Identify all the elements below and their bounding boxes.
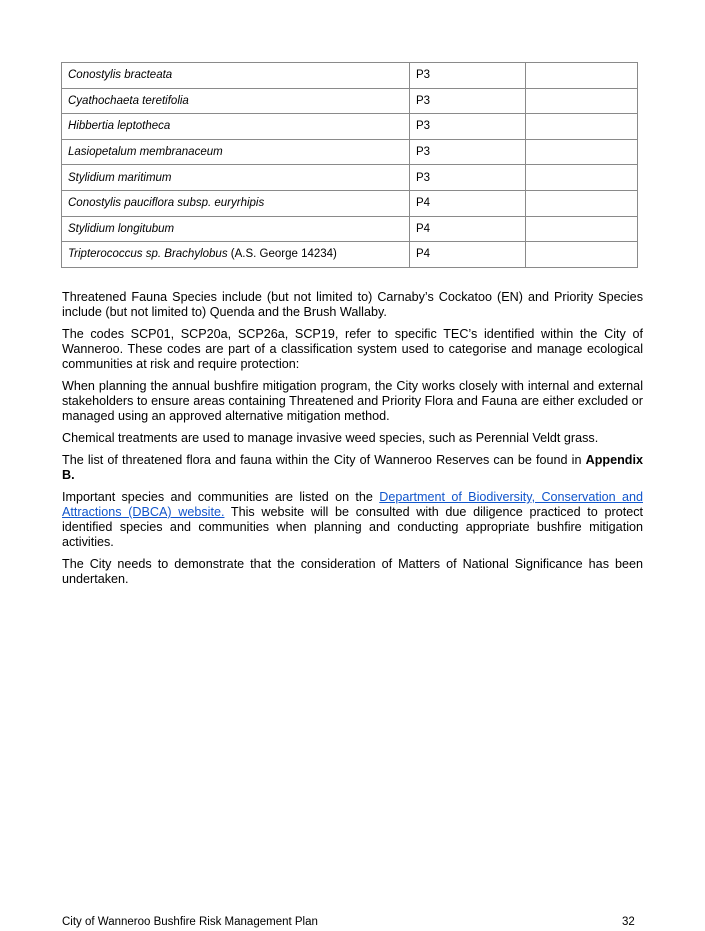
conservation-code-cell: P3 (410, 63, 526, 89)
species-name: Cyathochaeta teretifolia (68, 94, 189, 107)
table-row (62, 139, 638, 165)
page-number: 32 (622, 916, 635, 928)
table-row (62, 165, 638, 191)
notes-cell (526, 190, 638, 216)
species-name-cell (62, 63, 410, 89)
species-table (61, 62, 638, 268)
appendix-reference: Appendix B. (62, 453, 643, 482)
notes-cell (526, 88, 638, 114)
table-row (62, 216, 638, 242)
dbca-website-link[interactable]: Department of Biodiversity, Conservation and Attractions (DBCA) website. (62, 490, 643, 519)
species-table-body (62, 63, 638, 268)
body-text (62, 290, 643, 594)
notes-cell (526, 114, 638, 140)
notes-cell (526, 139, 638, 165)
species-name: Conostylis pauciflora subsp. euryrhipis (68, 197, 265, 210)
table-row (62, 63, 638, 89)
dbca-text-before: Important species and communities are listed on the (62, 490, 380, 504)
footer-title: City of Wanneroo Bushfire Risk Management Plan (62, 916, 318, 928)
dbca-paragraph (62, 490, 643, 550)
species-name-cell (62, 165, 410, 191)
notes-cell (526, 63, 638, 89)
appendix-paragraph (62, 453, 643, 483)
tec-codes-paragraph: The codes SCP01, SCP20a, SCP26a, SCP19, refer to specific TEC’s identified within the City of Wanneroo. These codes are part of a classification system used to categorise and manage ecological communities at risk and require protection: (62, 327, 643, 371)
chemical-treatments-paragraph: Chemical treatments are used to manage invasive weed species, such as Perennial Veldt grass. (62, 431, 599, 445)
table-row (62, 190, 638, 216)
species-name-cell (62, 190, 410, 216)
conservation-code-cell: P4 (410, 216, 526, 242)
species-name: Hibbertia leptotheca (68, 120, 171, 133)
species-name-extra: (A.S. George 14234) (227, 248, 337, 261)
species-name: Stylidium longitubum (68, 222, 175, 235)
notes-cell (526, 216, 638, 242)
national-significance-paragraph: The City needs to demonstrate that the consideration of Matters of National Significance has been undertaken. (62, 557, 643, 586)
appendix-text: The list of threatened flora and fauna within the City of Wanneroo Reserves can be found in (62, 453, 586, 467)
notes-cell (526, 165, 638, 191)
species-name-cell (62, 88, 410, 114)
table-row (62, 88, 638, 114)
conservation-code-cell: P4 (410, 242, 526, 268)
conservation-code-cell: P3 (410, 165, 526, 191)
species-name: Lasiopetalum membranaceum (68, 146, 223, 159)
species-name: Stylidium maritimum (68, 171, 172, 184)
conservation-code-cell: P3 (410, 88, 526, 114)
conservation-code-cell: P4 (410, 190, 526, 216)
species-name: Tripterococcus sp. Brachylobus (68, 248, 228, 261)
table-row (62, 114, 638, 140)
dbca-text-after: This website will be consulted with due diligence practiced to protect identified species and communities when planning and conducting appropriate bushfire mitigation activities. (62, 505, 643, 549)
fauna-species-paragraph: Threatened Fauna Species include (but not limited to) Carnaby’s Cockatoo (EN) and Priority Species include (but not limited to) Quenda and the Brush Wallaby. (62, 290, 643, 319)
species-name: Conostylis bracteata (68, 69, 173, 82)
species-name-cell (62, 242, 410, 268)
conservation-code-cell: P3 (410, 139, 526, 165)
species-name-cell (62, 114, 410, 140)
table-row (62, 242, 638, 268)
species-name-cell (62, 216, 410, 242)
conservation-code-cell: P3 (410, 114, 526, 140)
notes-cell (526, 242, 638, 268)
mitigation-planning-paragraph: When planning the annual bushfire mitigation program, the City works closely with internal and external stakeholders to ensure areas containing Threatened and Priority Flora and Fauna are either excluded or managed using an approved alternative mitigation method. (62, 379, 643, 423)
species-name-cell (62, 139, 410, 165)
